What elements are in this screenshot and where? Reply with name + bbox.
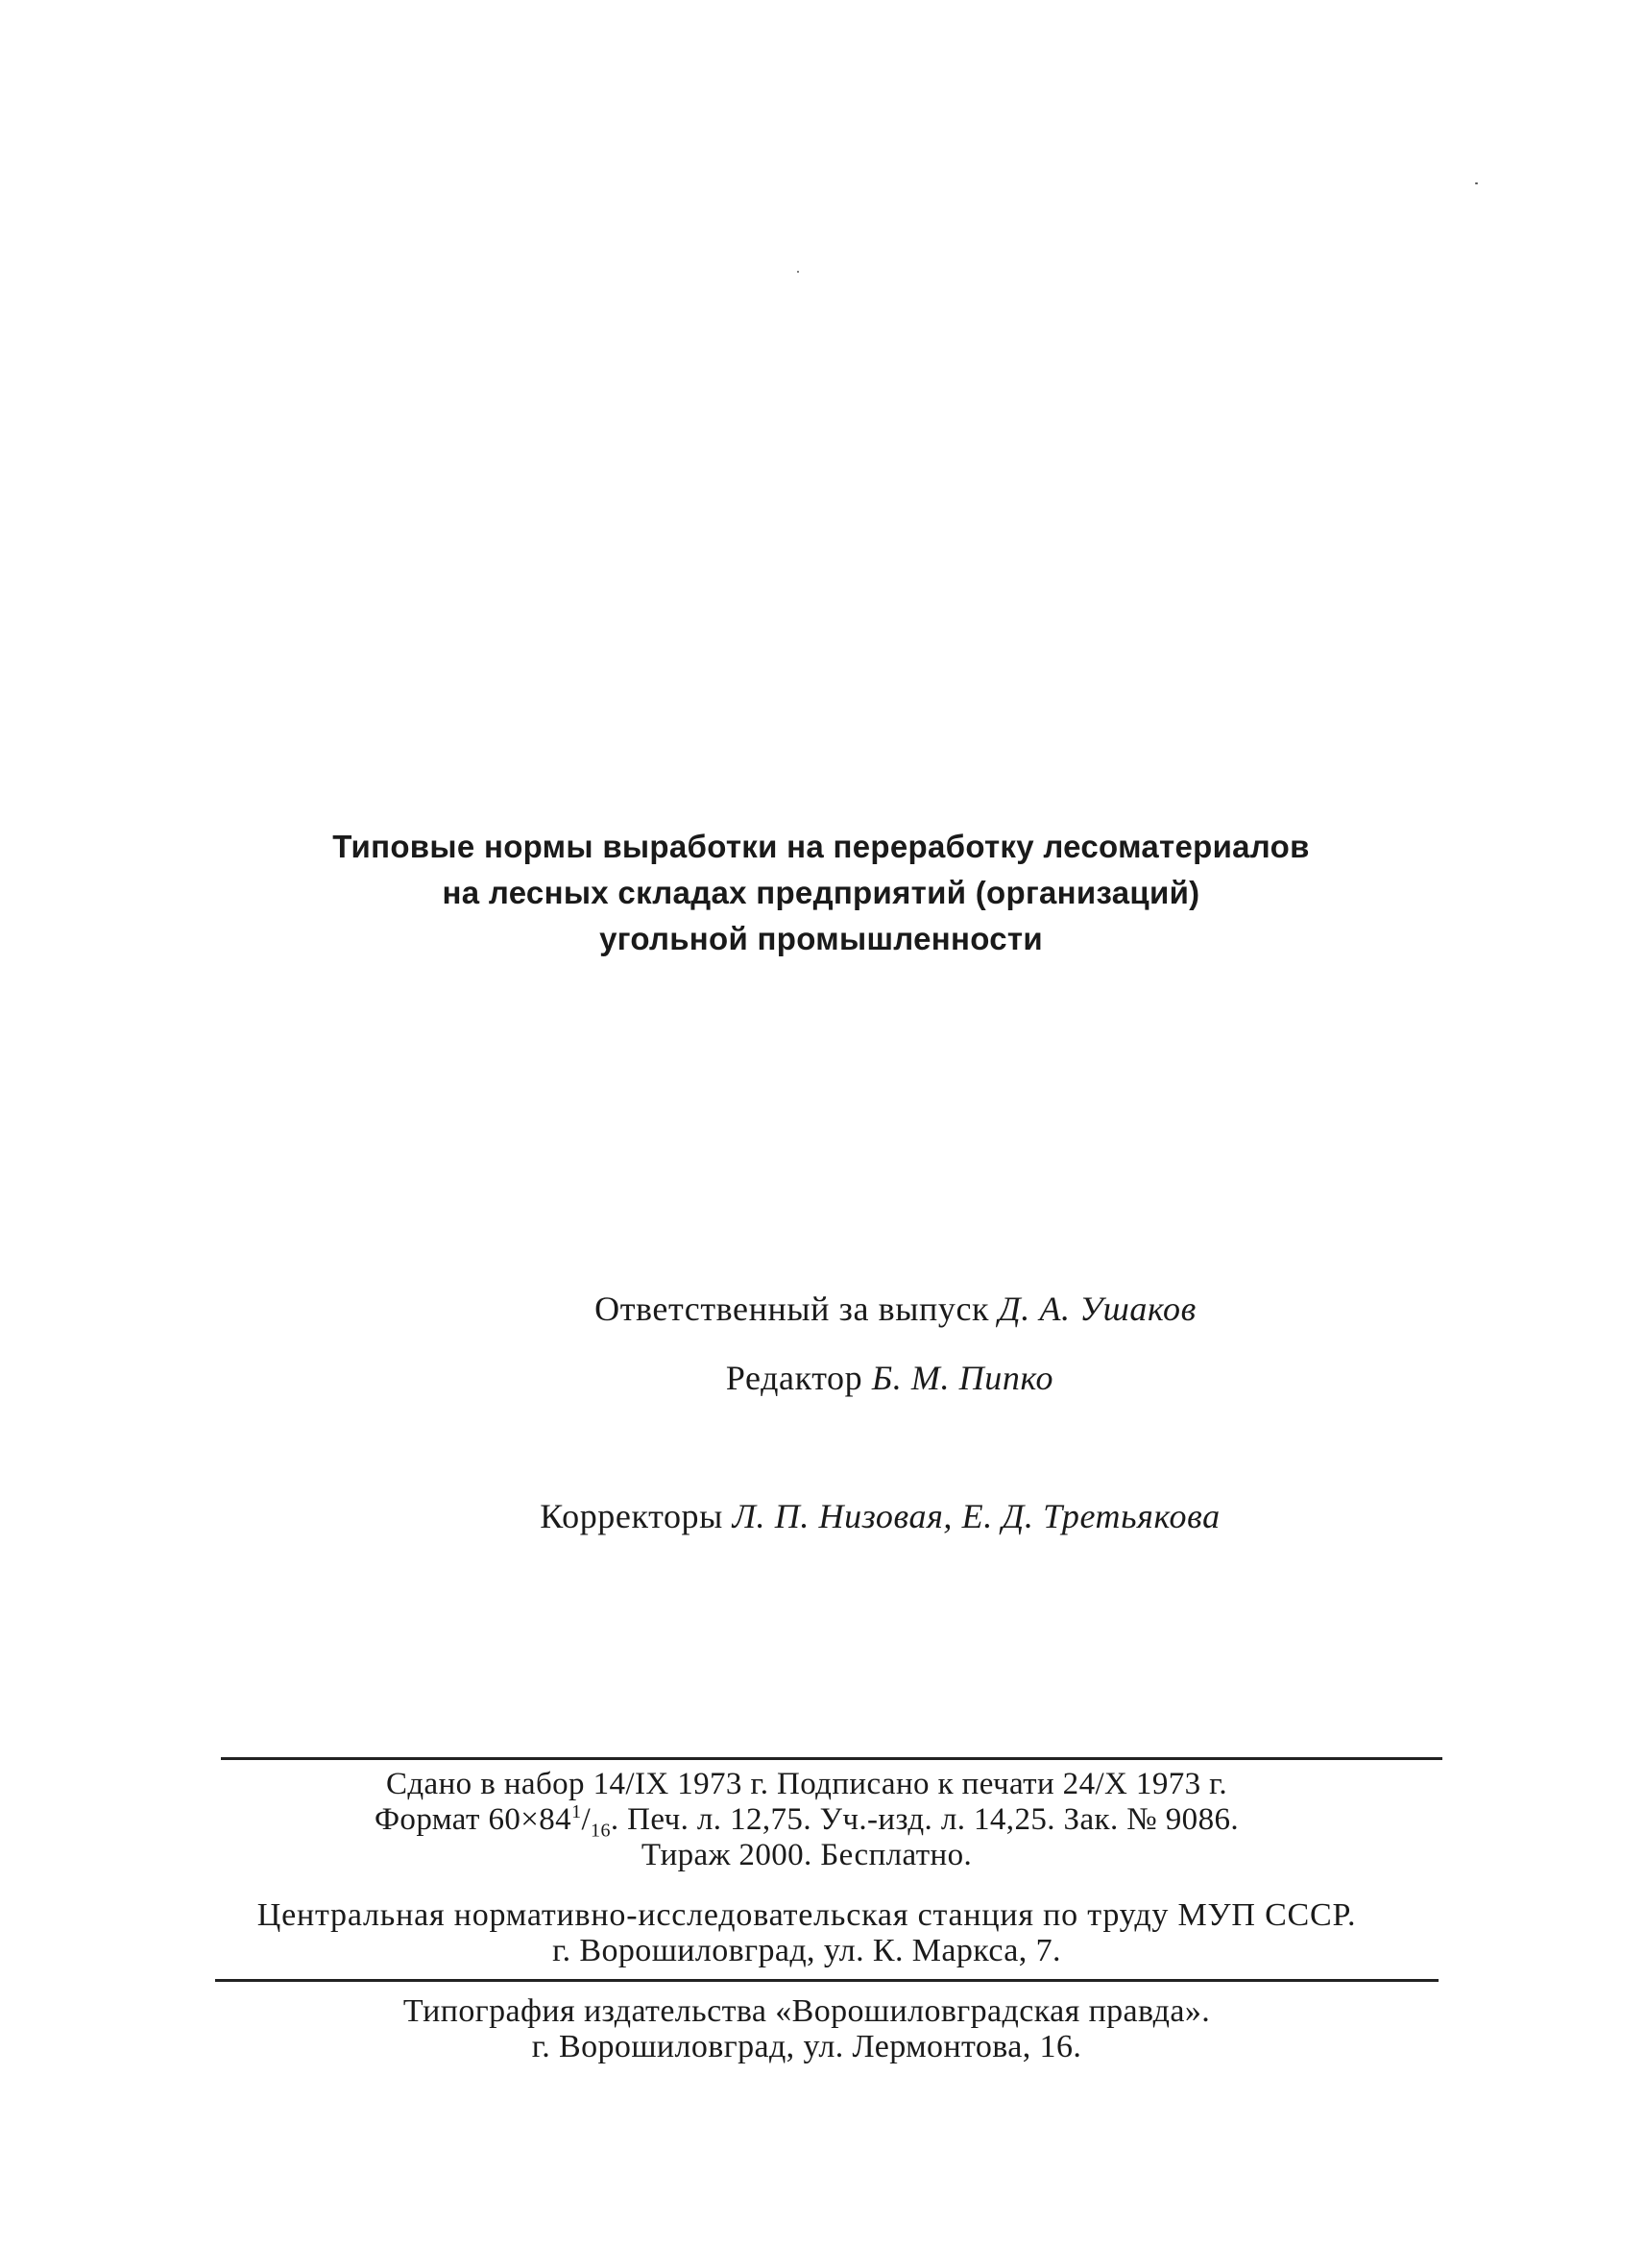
print-dates: Сдано в набор 14/IX 1973 г. Подписано к печати 24/X 1973 г. [385, 1767, 1228, 1801]
typography-details [173, 1993, 1440, 2064]
station-address: г. Ворошиловград, ул. К. Маркса, 7. [552, 1933, 1061, 1968]
typography-name: Типография издательства «Ворошиловградская правда». [402, 1993, 1211, 2029]
divider-top [221, 1757, 1442, 1760]
circulation: Тираж 2000. Бесплатно. [641, 1838, 973, 1872]
format-rest: . Печ. л. 12,75. Уч.-изд. л. 14,25. Зак. № 9086. [610, 1802, 1240, 1837]
title-line: на лесных складах предприятий (организаций) [442, 875, 1200, 910]
correctors-names: Л. П. Низовая, Е. Д. Третьякова [732, 1497, 1221, 1535]
publisher-details [173, 1897, 1440, 1968]
responsible-credit [73, 1289, 1645, 1329]
document-title [317, 824, 1325, 962]
correctors-credit [58, 1496, 1645, 1536]
correctors-label: Корректоры [540, 1497, 723, 1535]
print-format [173, 1801, 1440, 1842]
editor-name: Б. М. Пипко [871, 1359, 1054, 1397]
print-details [173, 1767, 1440, 1873]
responsible-name: Д. А. Ушаков [998, 1290, 1197, 1328]
scan-speck [1475, 182, 1478, 184]
title-line: Типовые нормы выработки на переработку лесоматериалов [332, 829, 1310, 864]
format-numerator: 1 [571, 1801, 582, 1822]
format-prefix: Формат 60×84 [374, 1802, 572, 1837]
title-line: угольной промышленности [599, 921, 1043, 956]
station-name: Центральная нормативно-исследовательская станция по труду МУП СССР. [256, 1897, 1357, 1933]
format-denominator: 16 [591, 1820, 611, 1842]
typography-address: г. Ворошиловград, ул. Лермонтова, 16. [531, 2029, 1082, 2064]
editor-label: Редактор [725, 1359, 863, 1397]
responsible-label: Ответственный за выпуск [594, 1290, 990, 1328]
editor-credit [67, 1358, 1645, 1398]
divider-bottom [215, 1979, 1439, 1982]
scan-speck [797, 271, 799, 273]
format-slash: / [581, 1802, 592, 1837]
